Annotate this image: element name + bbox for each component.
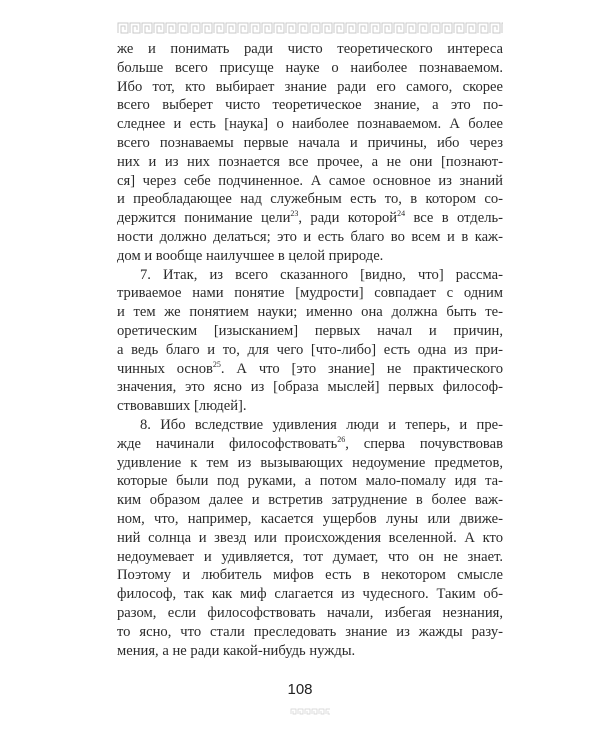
text-line bbox=[117, 96, 503, 115]
line-text: ствовавших [людей]. bbox=[117, 398, 247, 415]
line-text: которые были под руками, а потом мало-помалу идя та- bbox=[117, 473, 503, 490]
page-number: 108 bbox=[287, 681, 313, 698]
text-line bbox=[117, 397, 503, 416]
line-text: жде начинали философствовать bbox=[117, 435, 338, 452]
text-line bbox=[117, 247, 503, 266]
line-text: все в отдель- bbox=[405, 210, 504, 227]
text-line bbox=[117, 510, 503, 529]
page-body-text bbox=[117, 40, 503, 660]
line-text: ний солнца и звезд или происхождения вселенной. А кто bbox=[117, 529, 503, 546]
line-text: дом и вообще наилучшее в целой природе. bbox=[117, 247, 384, 264]
line-text: держится понимание цели bbox=[117, 210, 291, 227]
meander-ornament-bottom bbox=[290, 708, 330, 715]
line-text: а ведь благо и то, для чего [что-либо] есть одна из при- bbox=[117, 341, 503, 358]
text-line bbox=[117, 529, 503, 548]
text-line bbox=[117, 416, 503, 435]
text-line bbox=[117, 322, 503, 341]
line-text: разом, если философствовать начали, избегая незнания, bbox=[117, 604, 503, 621]
line-text: триваемое нами понятие [мудрости] совпадает с одним bbox=[117, 285, 503, 302]
text-line bbox=[117, 78, 503, 97]
text-line bbox=[117, 360, 503, 379]
text-line bbox=[117, 266, 503, 285]
text-line bbox=[117, 378, 503, 397]
line-text: оретическим [изысканием] первых начал и причин, bbox=[117, 322, 503, 339]
line-text: ности должно делаться; это и есть благо во всем и в каж- bbox=[117, 228, 503, 245]
line-text: мения, а не ради какой-нибудь нужды. bbox=[117, 642, 356, 659]
text-line bbox=[117, 134, 503, 153]
text-line bbox=[117, 491, 503, 510]
line-text: ном, что, например, касается ущербов луны или движе- bbox=[117, 510, 503, 527]
text-line bbox=[117, 566, 503, 585]
text-line bbox=[117, 284, 503, 303]
line-text: значения, это ясно из [образа мыслей] первых философ- bbox=[117, 379, 503, 396]
line-text: то ясно, что стали преследовать знание из жажды разу- bbox=[117, 623, 503, 640]
footnote-ref[interactable]: 24 bbox=[397, 209, 406, 219]
line-text: удивление к тем из вызывающих недоумение предметов, bbox=[117, 454, 503, 471]
text-line bbox=[117, 585, 503, 604]
text-line bbox=[117, 172, 503, 191]
text-line bbox=[117, 228, 503, 247]
text-line bbox=[117, 190, 503, 209]
line-text: 8. Ибо вследствие удивления люди и теперь, и пре- bbox=[140, 416, 503, 433]
text-line bbox=[117, 642, 503, 661]
text-line bbox=[117, 604, 503, 623]
line-text: Ибо тот, кто выбирает знание ради его самого, скорее bbox=[117, 78, 503, 95]
line-text: ся] через себе подчиненное. А самое основное из знаний bbox=[117, 172, 503, 189]
line-text: . А что [это знание] не практического bbox=[220, 360, 503, 377]
text-line bbox=[117, 472, 503, 491]
line-text: философ, так как миф слагается из чудесного. Таким об- bbox=[117, 586, 503, 603]
text-line bbox=[117, 623, 503, 642]
line-text: недоумевает и удивляется, тот думает, что он не знает. bbox=[117, 548, 503, 565]
text-line bbox=[117, 454, 503, 473]
line-text: и преобладающее над служебным есть то, в котором со- bbox=[117, 191, 503, 208]
text-line bbox=[117, 59, 503, 78]
line-text: них и из них познается все прочее, а не они [познают- bbox=[117, 153, 503, 170]
footnote-ref[interactable]: 23 bbox=[290, 209, 299, 219]
line-text: , сперва почувствовав bbox=[345, 435, 503, 452]
line-text: , ради которой bbox=[298, 210, 398, 227]
line-text: ким образом далее и встретив затруднение в более важ- bbox=[117, 492, 503, 509]
meander-ornament-top bbox=[117, 22, 503, 34]
footnote-ref[interactable]: 25 bbox=[212, 359, 221, 369]
line-text: Поэтому и любитель мифов есть в некотором смысле bbox=[117, 567, 503, 584]
text-line bbox=[117, 303, 503, 322]
text-line bbox=[117, 209, 503, 228]
text-line bbox=[117, 435, 503, 454]
footnote-ref[interactable]: 26 bbox=[337, 434, 346, 444]
text-line bbox=[117, 40, 503, 59]
line-text: чинных основ bbox=[117, 360, 213, 377]
line-text: 7. Итак, из всего сказанного [видно, что] рассма- bbox=[140, 266, 503, 283]
line-text: всего познаваемы первые начала и причины, ибо через bbox=[117, 134, 503, 151]
text-line bbox=[117, 115, 503, 134]
line-text: больше всего присуще науке о наиболее познаваемом. bbox=[117, 59, 503, 76]
line-text: следнее и есть [наука] о наиболее познаваемом. А более bbox=[117, 116, 503, 133]
line-text: всего выберет чисто теоретическое знание, а это по- bbox=[117, 97, 503, 114]
line-text: же и понимать ради чисто теоретического интереса bbox=[117, 41, 503, 57]
text-line bbox=[117, 153, 503, 172]
line-text: и тем же понятием науки; именно она должна быть те- bbox=[117, 304, 503, 321]
text-line bbox=[117, 548, 503, 567]
text-line bbox=[117, 341, 503, 360]
